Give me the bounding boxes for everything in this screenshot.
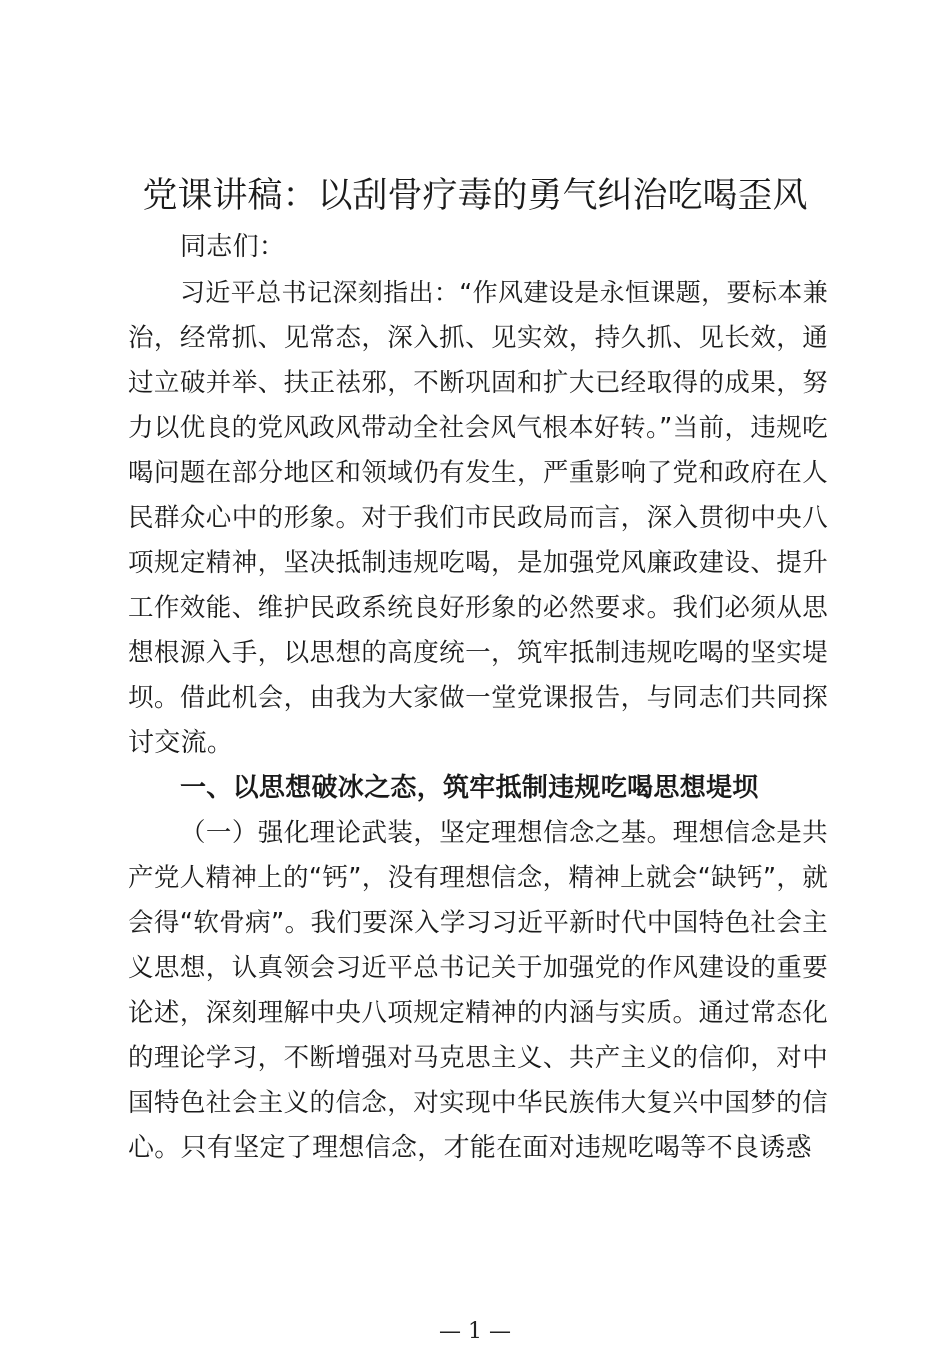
- paragraph-line: 过立破并举、扶正祛邪，不断巩固和扩大已经取得的成果，努: [128, 368, 828, 398]
- paragraph-line: 讨交流。: [128, 728, 234, 758]
- paragraph-line: 项规定精神，坚决抵制违规吃喝，是加强党风廉政建设、提升: [128, 548, 828, 578]
- paragraph-line: 的理论学习，不断增强对马克思主义、共产主义的信仰，对中: [128, 1043, 828, 1073]
- paragraph-line: 产党人精神上的“钙”，没有理想信念，精神上就会“缺钙”，就: [128, 863, 828, 893]
- page-number: — 1 —: [439, 1319, 511, 1344]
- paragraph-line: 想根源入手，以思想的高度统一，筑牢抵制违规吃喝的坚实堤: [128, 638, 828, 668]
- paragraph-line: 喝问题在部分地区和领域仍有发生，严重影响了党和政府在人: [128, 458, 828, 488]
- paragraph-line: 论述，深刻理解中央八项规定精神的内涵与实质。通过常态化: [128, 998, 828, 1028]
- paragraph-line: 会得“软骨病”。我们要深入学习习近平新时代中国特色社会主: [128, 908, 828, 938]
- paragraph-line: 治，经常抓、见常态，深入抓、见实效，持久抓、见长效，通: [128, 323, 828, 353]
- paragraph-line: 心。只有坚定了理想信念，才能在面对违规吃喝等不良诱惑: [128, 1133, 812, 1163]
- salutation: 同志们：: [180, 232, 286, 262]
- subsection-line: （一）强化理论武装，坚定理想信念之基。理想信念是共: [180, 818, 828, 848]
- section-heading: 一、以思想破冰之态，筑牢抵制违规吃喝思想堤坝: [180, 773, 759, 803]
- paragraph-line: 国特色社会主义的信念，对实现中华民族伟大复兴中国梦的信: [128, 1088, 828, 1118]
- document-title: 党课讲稿：以刮骨疗毒的勇气纠治吃喝歪风: [142, 176, 808, 216]
- paragraph-line: 力以优良的党风政风带动全社会风气根本好转。”当前，违规吃: [128, 413, 828, 443]
- paragraph-line: 坝。借此机会，由我为大家做一堂党课报告，与同志们共同探: [128, 683, 828, 713]
- paragraph-line: 义思想，认真领会习近平总书记关于加强党的作风建设的重要: [128, 953, 828, 983]
- paragraph-line: 民群众心中的形象。对于我们市民政局而言，深入贯彻中央八: [128, 503, 828, 533]
- paragraph-line: 习近平总书记深刻指出：“作风建设是永恒课题，要标本兼: [180, 278, 828, 307]
- paragraph-line: 工作效能、维护民政系统良好形象的必然要求。我们必须从思: [128, 593, 828, 623]
